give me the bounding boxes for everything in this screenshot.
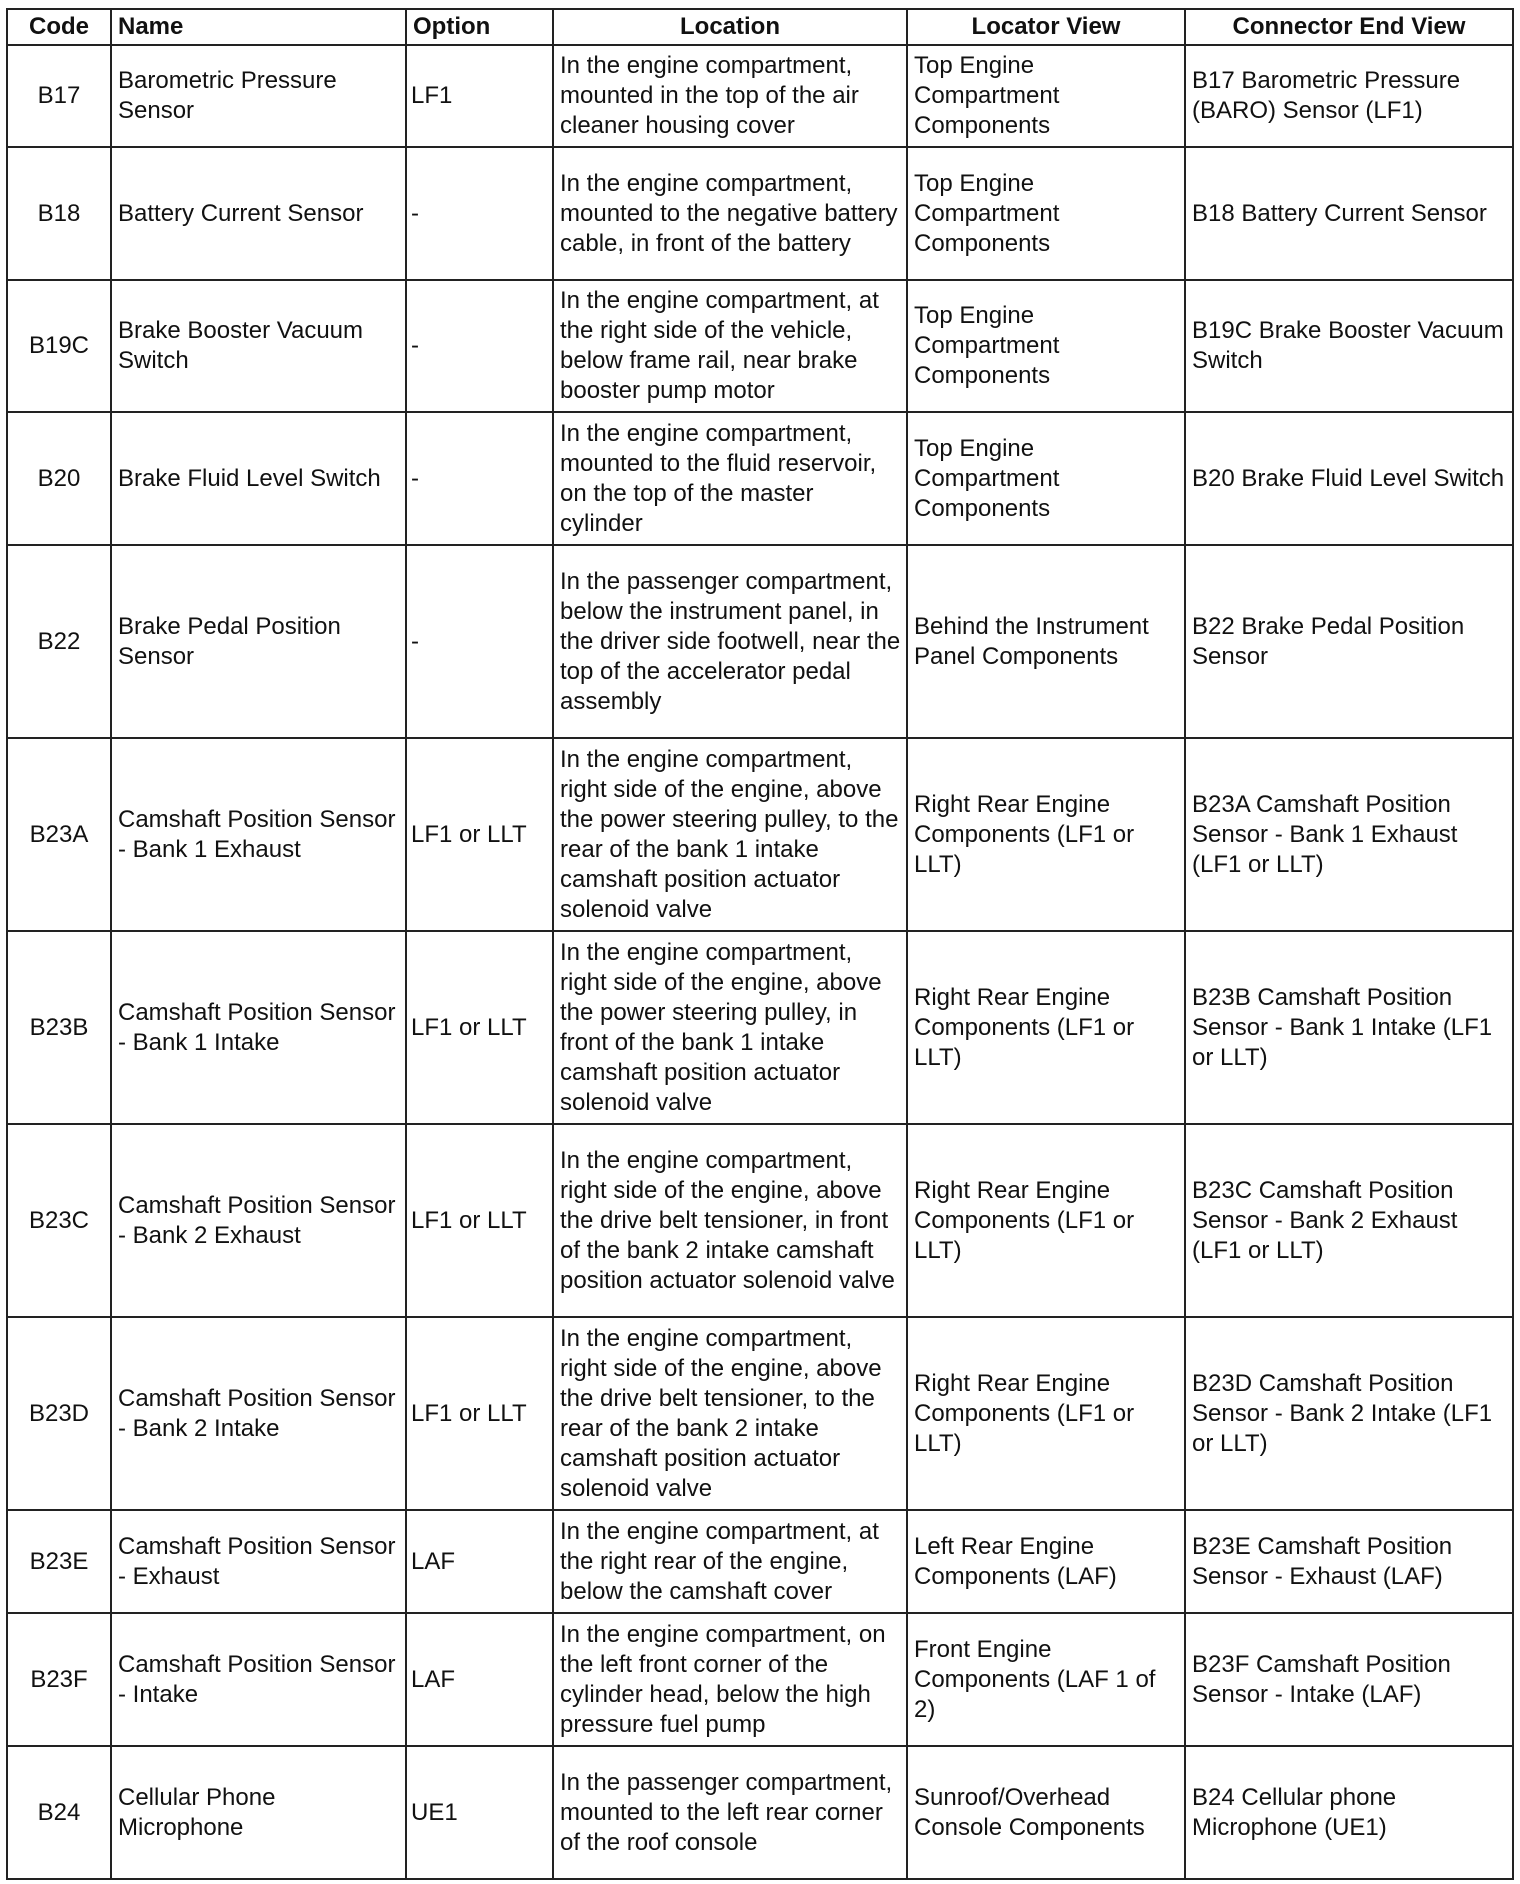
cell-location: In the engine compartment, right side of the engine, above the drive belt tensioner, in front of the bank 2 intake camshaft position actuator solenoid valve bbox=[553, 1124, 907, 1317]
cell-location: In the engine compartment, mounted in the top of the air cleaner housing cover bbox=[553, 45, 907, 147]
cell-connector-end-view: B18 Battery Current Sensor bbox=[1185, 147, 1513, 280]
cell-locator-view: Top Engine Compartment Components bbox=[907, 280, 1185, 412]
cell-connector-end-view: B17 Barometric Pressure (BARO) Sensor (LF1) bbox=[1185, 45, 1513, 147]
cell-name: Brake Pedal Position Sensor bbox=[111, 545, 406, 738]
cell-locator-view: Right Rear Engine Components (LF1 or LLT) bbox=[907, 1124, 1185, 1317]
cell-connector-end-view: B23B Camshaft Position Sensor - Bank 1 Intake (LF1 or LLT) bbox=[1185, 931, 1513, 1124]
header-option: Option bbox=[406, 9, 553, 45]
cell-locator-view: Top Engine Compartment Components bbox=[907, 147, 1185, 280]
table-row bbox=[7, 45, 1513, 147]
cell-name: Camshaft Position Sensor - Exhaust bbox=[111, 1510, 406, 1613]
cell-option: LF1 or LLT bbox=[406, 1317, 553, 1510]
cell-code: B20 bbox=[7, 412, 111, 545]
cell-connector-end-view: B19C Brake Booster Vacuum Switch bbox=[1185, 280, 1513, 412]
header-name: Name bbox=[111, 9, 406, 45]
cell-option: LF1 or LLT bbox=[406, 931, 553, 1124]
cell-location: In the passenger compartment, mounted to the left rear corner of the roof console bbox=[553, 1746, 907, 1879]
table-row bbox=[7, 1746, 1513, 1879]
table-row bbox=[7, 1510, 1513, 1613]
table-row bbox=[7, 280, 1513, 412]
cell-location: In the engine compartment, right side of the engine, above the drive belt tensioner, to the rear of the bank 2 intake camshaft position actuator solenoid valve bbox=[553, 1317, 907, 1510]
table-row bbox=[7, 545, 1513, 738]
cell-option: UE1 bbox=[406, 1746, 553, 1879]
table-row bbox=[7, 147, 1513, 280]
cell-code: B23C bbox=[7, 1124, 111, 1317]
cell-connector-end-view: B23E Camshaft Position Sensor - Exhaust (LAF) bbox=[1185, 1510, 1513, 1613]
table-row bbox=[7, 1317, 1513, 1510]
cell-option: - bbox=[406, 147, 553, 280]
table-row bbox=[7, 412, 1513, 545]
cell-name: Camshaft Position Sensor - Bank 1 Intake bbox=[111, 931, 406, 1124]
cell-name: Camshaft Position Sensor - Intake bbox=[111, 1613, 406, 1746]
cell-location: In the passenger compartment, below the instrument panel, in the driver side footwell, near the top of the accelerator pedal assembly bbox=[553, 545, 907, 738]
cell-code: B19C bbox=[7, 280, 111, 412]
cell-name: Camshaft Position Sensor - Bank 1 Exhaust bbox=[111, 738, 406, 931]
cell-name: Brake Fluid Level Switch bbox=[111, 412, 406, 545]
table-row bbox=[7, 1613, 1513, 1746]
cell-connector-end-view: B23D Camshaft Position Sensor - Bank 2 Intake (LF1 or LLT) bbox=[1185, 1317, 1513, 1510]
header-locator-view: Locator View bbox=[907, 9, 1185, 45]
cell-name: Cellular Phone Microphone bbox=[111, 1746, 406, 1879]
cell-connector-end-view: B24 Cellular phone Microphone (UE1) bbox=[1185, 1746, 1513, 1879]
cell-code: B23A bbox=[7, 738, 111, 931]
cell-option: - bbox=[406, 545, 553, 738]
cell-locator-view: Top Engine Compartment Components bbox=[907, 412, 1185, 545]
cell-code: B22 bbox=[7, 545, 111, 738]
cell-option: LF1 or LLT bbox=[406, 738, 553, 931]
cell-name: Barometric Pressure Sensor bbox=[111, 45, 406, 147]
cell-option: LAF bbox=[406, 1613, 553, 1746]
header-row bbox=[7, 9, 1513, 45]
cell-locator-view: Left Rear Engine Components (LAF) bbox=[907, 1510, 1185, 1613]
cell-locator-view: Right Rear Engine Components (LF1 or LLT) bbox=[907, 1317, 1185, 1510]
cell-connector-end-view: B23C Camshaft Position Sensor - Bank 2 Exhaust (LF1 or LLT) bbox=[1185, 1124, 1513, 1317]
cell-connector-end-view: B22 Brake Pedal Position Sensor bbox=[1185, 545, 1513, 738]
cell-name: Camshaft Position Sensor - Bank 2 Exhaust bbox=[111, 1124, 406, 1317]
header-code: Code bbox=[7, 9, 111, 45]
cell-option: LF1 or LLT bbox=[406, 1124, 553, 1317]
cell-name: Battery Current Sensor bbox=[111, 147, 406, 280]
cell-option: - bbox=[406, 412, 553, 545]
cell-name: Brake Booster Vacuum Switch bbox=[111, 280, 406, 412]
cell-connector-end-view: B20 Brake Fluid Level Switch bbox=[1185, 412, 1513, 545]
table-row bbox=[7, 1124, 1513, 1317]
component-locator-sheet bbox=[6, 8, 1512, 1880]
header-connector-end-view: Connector End View bbox=[1185, 9, 1513, 45]
cell-location: In the engine compartment, mounted to the negative battery cable, in front of the battery bbox=[553, 147, 907, 280]
cell-location: In the engine compartment, mounted to the fluid reservoir, on the top of the master cylinder bbox=[553, 412, 907, 545]
cell-locator-view: Top Engine Compartment Components bbox=[907, 45, 1185, 147]
table-row bbox=[7, 738, 1513, 931]
cell-option: - bbox=[406, 280, 553, 412]
cell-connector-end-view: B23F Camshaft Position Sensor - Intake (LAF) bbox=[1185, 1613, 1513, 1746]
header-location: Location bbox=[553, 9, 907, 45]
cell-locator-view: Right Rear Engine Components (LF1 or LLT) bbox=[907, 931, 1185, 1124]
component-table bbox=[6, 8, 1514, 1880]
cell-location: In the engine compartment, right side of the engine, above the power steering pulley, in front of the bank 1 intake camshaft position actuator solenoid valve bbox=[553, 931, 907, 1124]
cell-location: In the engine compartment, right side of the engine, above the power steering pulley, to the rear of the bank 1 intake camshaft position actuator solenoid valve bbox=[553, 738, 907, 931]
cell-location: In the engine compartment, at the right rear of the engine, below the camshaft cover bbox=[553, 1510, 907, 1613]
table-row bbox=[7, 931, 1513, 1124]
cell-locator-view: Front Engine Components (LAF 1 of 2) bbox=[907, 1613, 1185, 1746]
cell-option: LF1 bbox=[406, 45, 553, 147]
cell-location: In the engine compartment, at the right side of the vehicle, below frame rail, near brake booster pump motor bbox=[553, 280, 907, 412]
cell-locator-view: Sunroof/Overhead Console Components bbox=[907, 1746, 1185, 1879]
cell-location: In the engine compartment, on the left front corner of the cylinder head, below the high pressure fuel pump bbox=[553, 1613, 907, 1746]
cell-locator-view: Behind the Instrument Panel Components bbox=[907, 545, 1185, 738]
cell-code: B23B bbox=[7, 931, 111, 1124]
cell-code: B17 bbox=[7, 45, 111, 147]
cell-code: B23E bbox=[7, 1510, 111, 1613]
cell-connector-end-view: B23A Camshaft Position Sensor - Bank 1 Exhaust (LF1 or LLT) bbox=[1185, 738, 1513, 931]
cell-code: B24 bbox=[7, 1746, 111, 1879]
cell-locator-view: Right Rear Engine Components (LF1 or LLT) bbox=[907, 738, 1185, 931]
cell-code: B23F bbox=[7, 1613, 111, 1746]
cell-code: B18 bbox=[7, 147, 111, 280]
cell-option: LAF bbox=[406, 1510, 553, 1613]
cell-code: B23D bbox=[7, 1317, 111, 1510]
cell-name: Camshaft Position Sensor - Bank 2 Intake bbox=[111, 1317, 406, 1510]
